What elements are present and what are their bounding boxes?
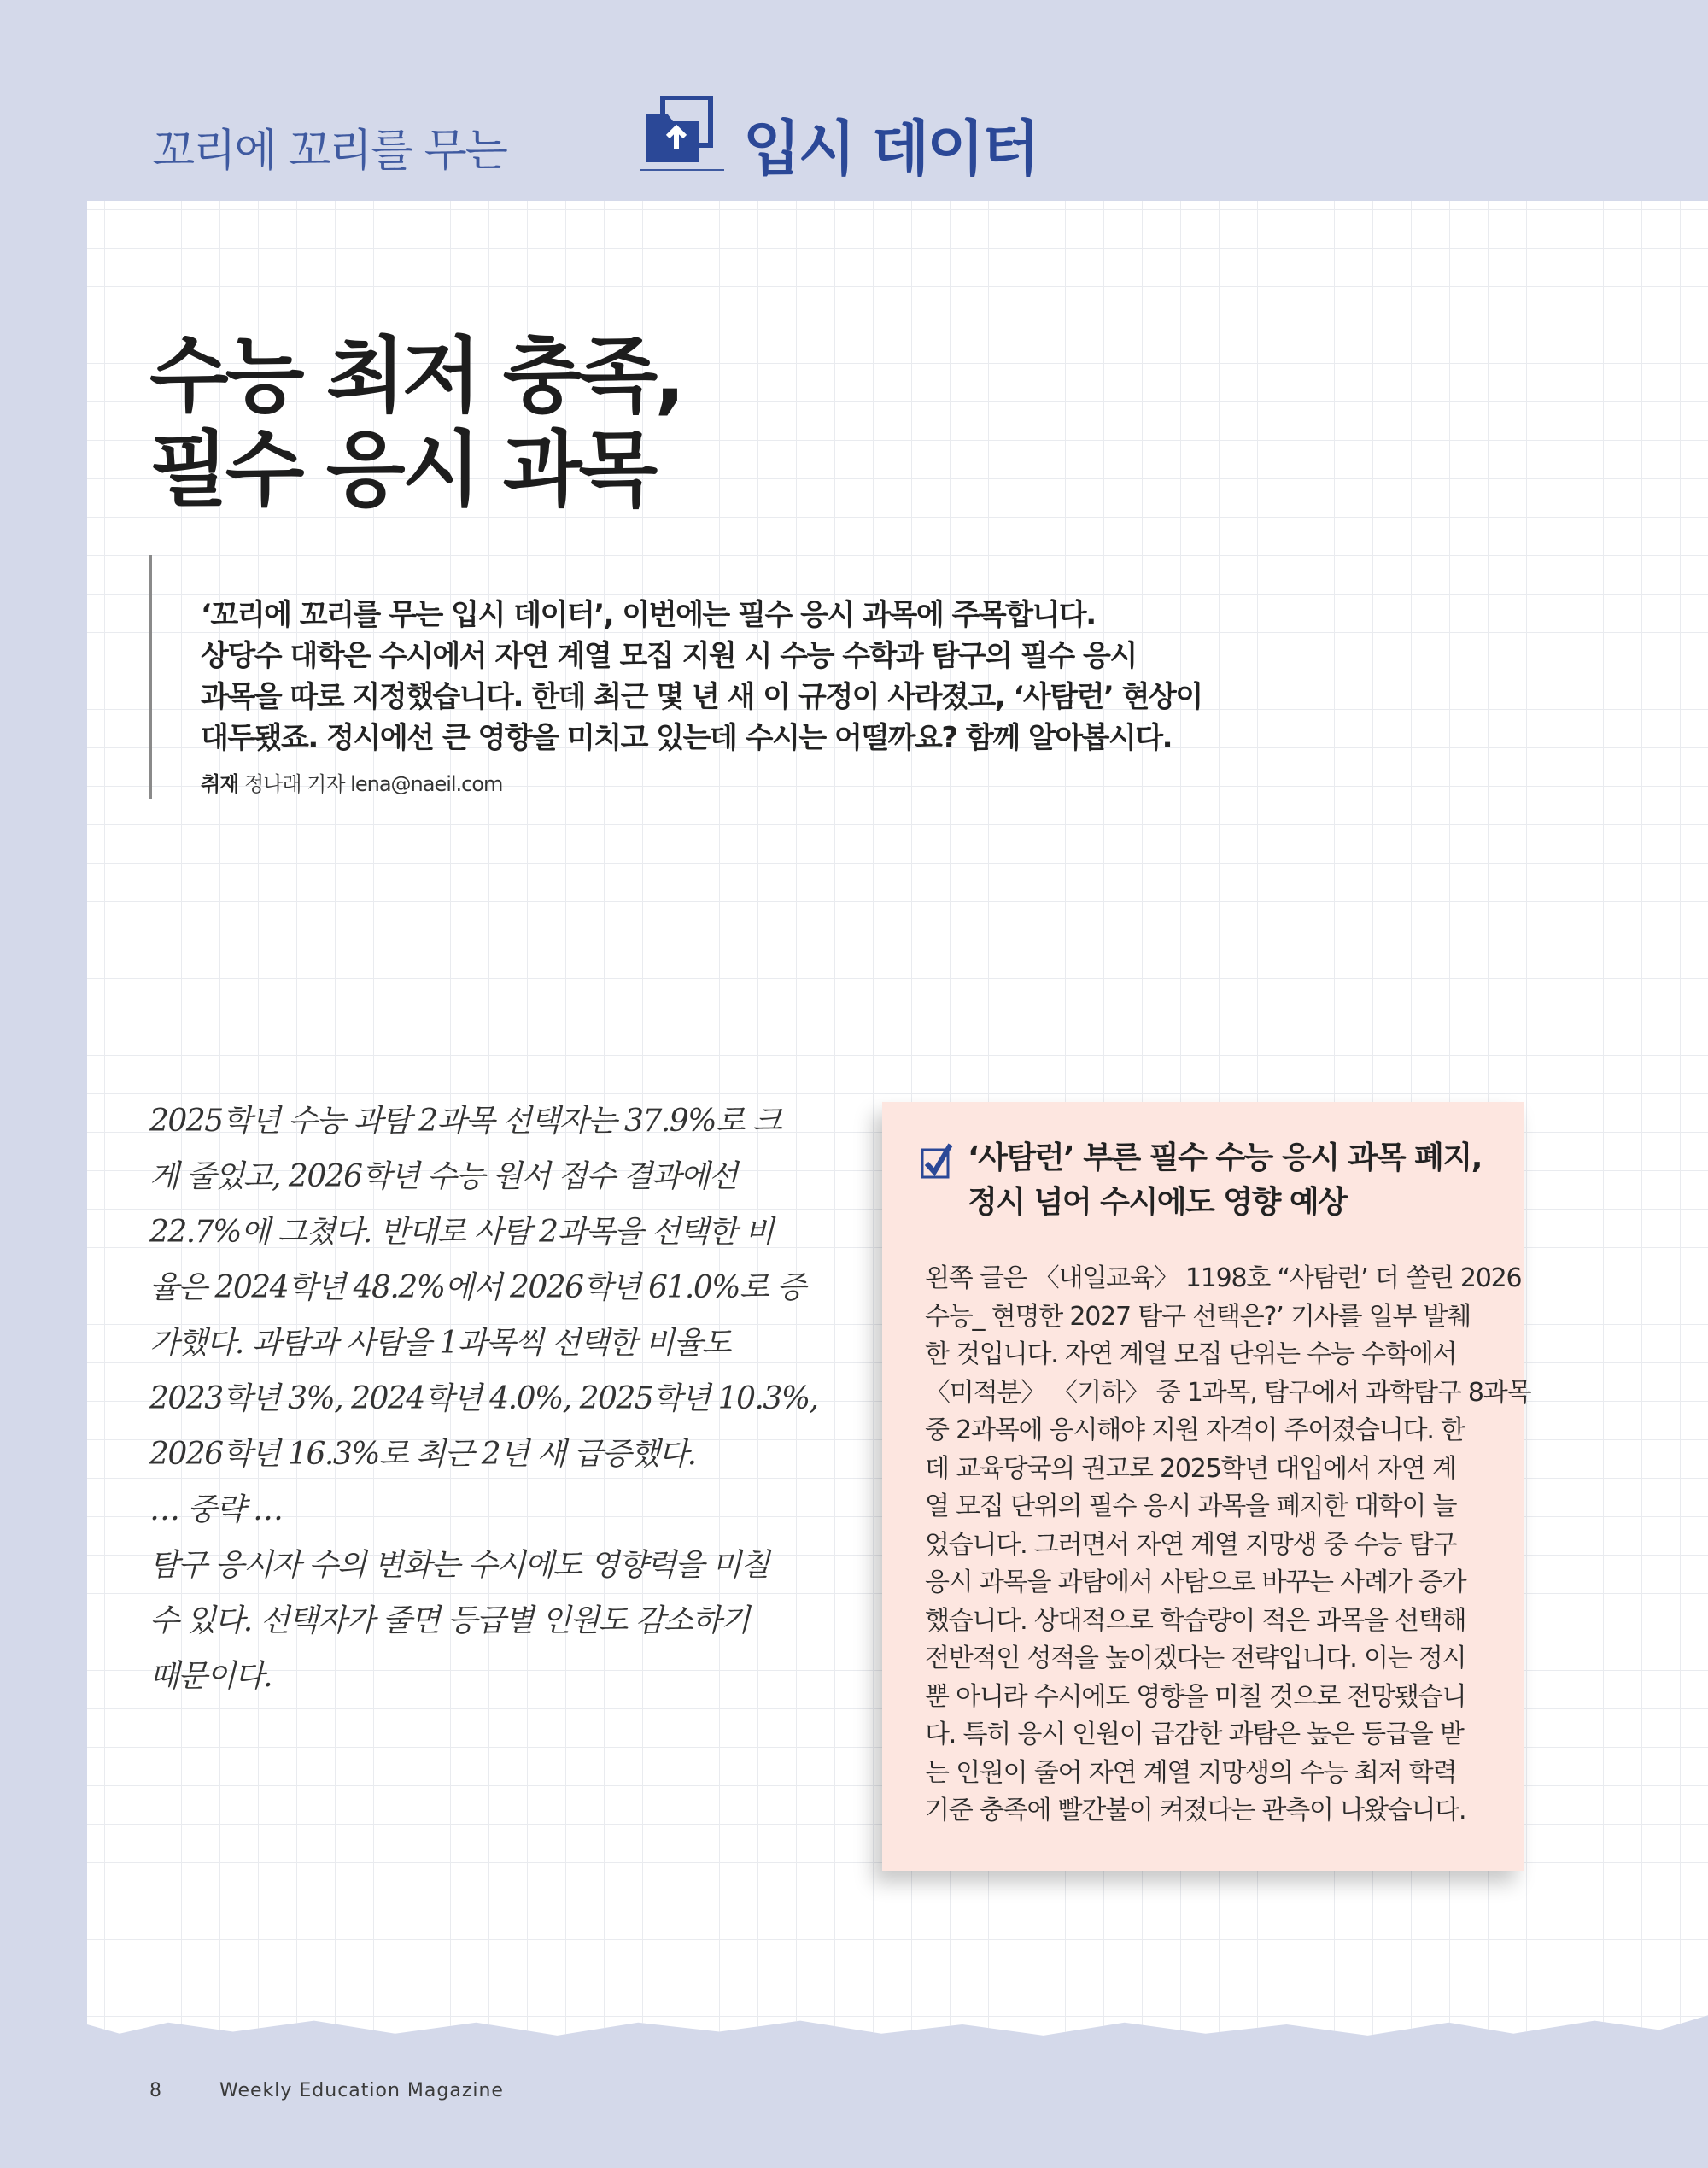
title-line: 수능 최저 충족, [149, 328, 682, 424]
page-number: 8 [149, 2080, 161, 2101]
series-title: 꼬리에 꼬리를 무는 [152, 126, 506, 177]
magazine-name: Weekly Education Magazine [219, 2080, 504, 2101]
article-title [149, 329, 1174, 517]
quote-line: … 중략 … [149, 1492, 283, 1527]
lead-line: 과목을 따로 지정했습니다. 한데 최근 몇 년 새 이 규정이 사라졌고, ‘사탐런’ 현상이 [201, 680, 1202, 714]
box-body-line: 전반적인 성적을 높이겠다는 전략입니다. 이는 정시 [925, 1644, 1466, 1673]
box-body-line: 했습니다. 상대적으로 학습량이 적은 과목을 선택해 [925, 1605, 1466, 1636]
quote-line: 때문이다. [149, 1659, 272, 1694]
checkbox-checked-icon [921, 1143, 953, 1181]
quote-line: 2023학년 3%, 2024학년 4.0%, 2025학년 10.3%, [149, 1381, 818, 1416]
box-body-line: 열 모집 단위의 필수 응시 과목을 폐지한 대학이 늘 [925, 1491, 1457, 1521]
box-body-line: 뿐 아니라 수시에도 영향을 미칠 것으로 전망됐습니 [925, 1681, 1466, 1712]
box-body [925, 1260, 1531, 1831]
page-header [152, 96, 1262, 190]
byline [201, 767, 1260, 797]
title-line: 필수 응시 과목 [149, 422, 655, 518]
box-body-line: 왼쪽 글은 〈내일교육〉 1198호 “사탐런’ 더 쏠린 2026 [925, 1263, 1522, 1293]
lead-line: ‘꼬리에 꼬리를 무는 입시 데이터’, 이번에는 필수 응시 과목에 주목합니다. [201, 598, 1096, 632]
box-body-line: 한 것입니다. 자연 계열 모집 단위는 수능 수학에서 [925, 1339, 1457, 1369]
quoted-excerpt [149, 1093, 818, 1704]
byline-text: 정나래 기자 lena@naeil.com [238, 772, 503, 796]
quote-line: 가했다. 과탐과 사탐을 1과목씩 선택한 비율도 [149, 1326, 731, 1361]
box-body-line: 다. 특히 응시 인원이 급감한 과탐은 높은 등급을 받 [925, 1720, 1464, 1749]
lead-line: 대두됐죠. 정시에선 큰 영향을 미치고 있는데 수시는 어떨까요? 함께 알아봅시다. [201, 721, 1173, 755]
quote-line: 율은 2024학년 48.2%에서 2026학년 61.0%로 증 [149, 1270, 805, 1305]
box-body-line: 수능_ 현명한 2027 탐구 선택은?’ 기사를 일부 발췌 [925, 1301, 1471, 1332]
logo-underline [640, 169, 724, 171]
box-body-line: 었습니다. 그러면서 자연 계열 지망생 중 수능 탐구 [925, 1529, 1457, 1560]
section-title: 입시 데이터 [743, 114, 1038, 184]
lead-line: 상당수 대학은 수시에서 자연 계열 모집 지원 시 수능 수학과 탐구의 필수 응시 [201, 639, 1137, 673]
explanation-box [882, 1102, 1531, 1871]
box-body-line: 는 인원이 줄어 자연 계열 지망생의 수능 최저 학력 [925, 1757, 1457, 1788]
page-footer [149, 2080, 504, 2101]
quote-line: 게 줄었고, 2026학년 수능 원서 접수 결과에선 [149, 1159, 737, 1194]
box-body-line: 응시 과목을 과탐에서 사탐으로 바꾸는 사례가 증가 [925, 1567, 1466, 1597]
box-body-line: 〈미적분〉 〈기하〉 중 1과목, 탐구에서 과학탐구 8과목 [925, 1377, 1531, 1408]
box-body-line: 데 교육당국의 권고로 2025학년 대입에서 자연 계 [925, 1453, 1456, 1484]
box-body-line: 중 2과목에 응시해야 지원 자격이 주어졌습니다. 한 [925, 1415, 1465, 1445]
quote-line: 2026학년 16.3%로 최근 2년 새 급증했다. [149, 1437, 696, 1472]
folder-upload-icon [639, 96, 724, 169]
box-heading-line: 정시 넘어 수시에도 영향 예상 [968, 1185, 1347, 1220]
quote-line: 22.7%에 그쳤다. 반대로 사탐 2과목을 선택한 비 [149, 1215, 774, 1250]
box-body-line: 기준 충족에 빨간불이 켜졌다는 관측이 나왔습니다. [925, 1796, 1466, 1825]
byline-label: 취재 [201, 772, 239, 796]
quote-line: 수 있다. 선택자가 줄면 등급별 인원도 감소하기 [149, 1603, 749, 1638]
quote-line: 2025학년 수능 과탐 2과목 선택자는 37.9%로 크 [149, 1104, 781, 1139]
box-heading-line: ‘사탐런’ 부른 필수 수능 응시 과목 폐지, [968, 1140, 1482, 1175]
box-heading [968, 1136, 1514, 1225]
quote-line: 탐구 응시자 수의 변화는 수시에도 영향력을 미칠 [149, 1548, 769, 1583]
article-intro [149, 555, 1260, 799]
lead-paragraph [201, 555, 1260, 759]
